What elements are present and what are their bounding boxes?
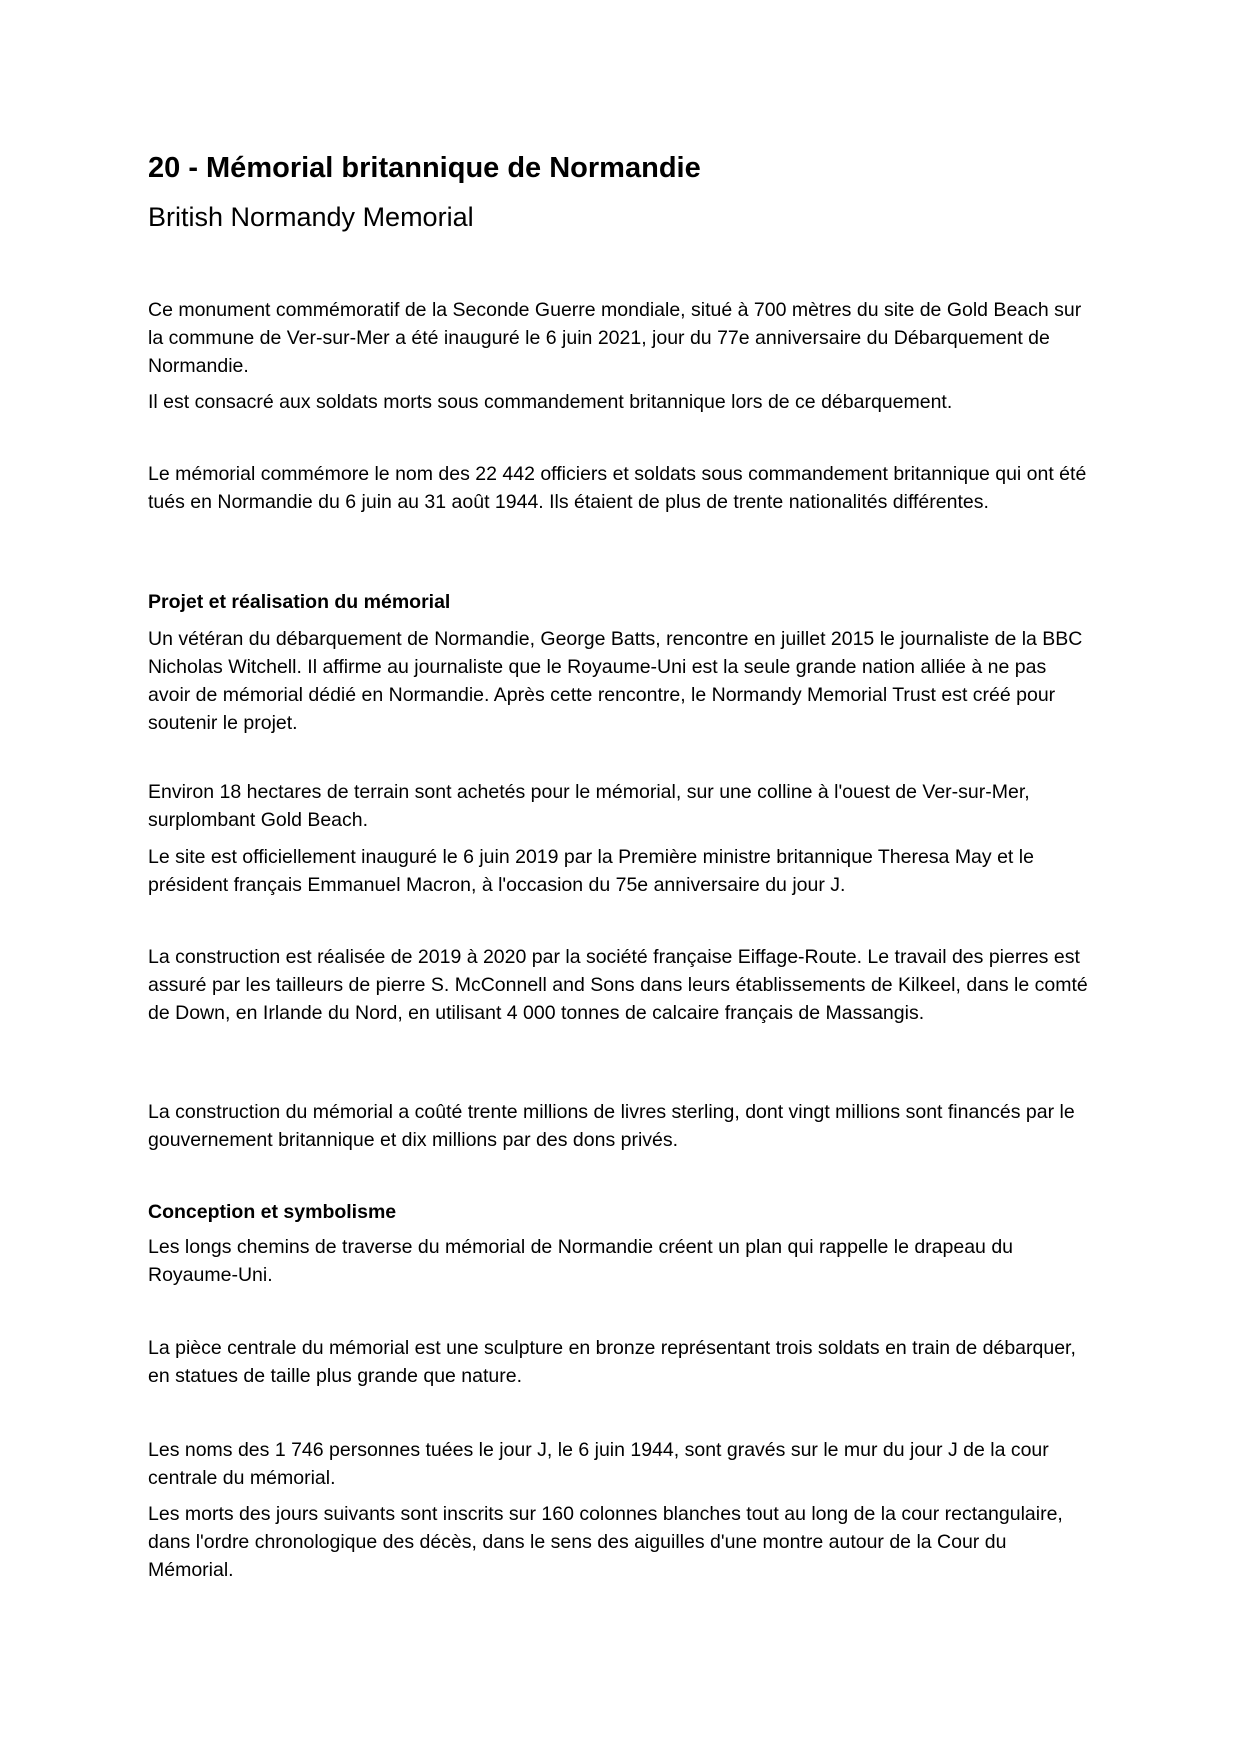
section-paragraph: Les longs chemins de traverse du mémorial de Normandie créent un plan qui rappelle le drapeau du Royaume-Uni. [148, 1236, 1014, 1286]
section-paragraph: Les morts des jours suivants sont inscrits sur 160 colonnes blanches tout au long de la cour rectangulaire, dans l'ordre chronologique des décès, dans le sens des aiguilles d'une montre autour de la Cour du Mémorial. [148, 1503, 1063, 1581]
section-paragraph: La pièce centrale du mémorial est une sculpture en bronze représentant trois soldats en train de débarquer, en statues de taille plus grande que nature. [148, 1337, 1076, 1387]
intro-paragraph: Il est consacré aux soldats morts sous commandement britannique lors de ce débarquement. [148, 391, 953, 413]
section-heading-conception: Conception et symbolisme [148, 1201, 397, 1223]
intro-paragraph: Le mémorial commémore le nom des 22 442 officiers et soldats sous commandement britannique qui ont été tués en Normandie du 6 juin au 31 août 1944. Ils étaient de plus de trente nationalités différentes. [148, 463, 1087, 513]
section-paragraph: La construction est réalisée de 2019 à 2020 par la société française Eiffage-Route. Le travail des pierres est assuré par les tailleurs de pierre S. McConnell and Sons dans leurs établissements de Kilkeel, dans le comté de Down, en Irlande du Nord, en utilisant 4 000 tonnes de calcaire français de Massangis. [148, 946, 1088, 1024]
page-subtitle: British Normandy Memorial [148, 202, 474, 232]
intro-paragraph: Ce monument commémoratif de la Seconde Guerre mondiale, situé à 700 mètres du site de Gold Beach sur la commune de Ver-sur-Mer a été inauguré le 6 juin 2021, jour du 77e anniversaire du Débarquement de Normandie. [148, 299, 1082, 377]
section-paragraph: Un vétéran du débarquement de Normandie, George Batts, rencontre en juillet 2015 le journaliste de la BBC Nicholas Witchell. Il affirme au journaliste que le Royaume-Uni est la seule grande nation alliée à ne pas avoir de mémorial dédié en Normandie. Après cette rencontre, le Normandy Memorial Trust est créé pour soutenir le projet. [148, 628, 1083, 734]
page-title: 20 - Mémorial britannique de Normandie [148, 152, 701, 184]
section-paragraph: Le site est officiellement inauguré le 6 juin 2019 par la Première ministre britannique Theresa May et le président français Emmanuel Macron, à l'occasion du 75e anniversaire du jour J. [148, 846, 1034, 896]
section-paragraph: Environ 18 hectares de terrain sont achetés pour le mémorial, sur une colline à l'ouest de Ver-sur-Mer, surplombant Gold Beach. [148, 781, 1030, 831]
section-paragraph: Les noms des 1 746 personnes tuées le jour J, le 6 juin 1944, sont gravés sur le mur du jour J de la cour centrale du mémorial. [148, 1439, 1049, 1489]
section-heading-projet: Projet et réalisation du mémorial [148, 591, 451, 613]
section-paragraph: La construction du mémorial a coûté trente millions de livres sterling, dont vingt millions sont financés par le gouvernement britannique et dix millions par des dons privés. [148, 1101, 1075, 1151]
